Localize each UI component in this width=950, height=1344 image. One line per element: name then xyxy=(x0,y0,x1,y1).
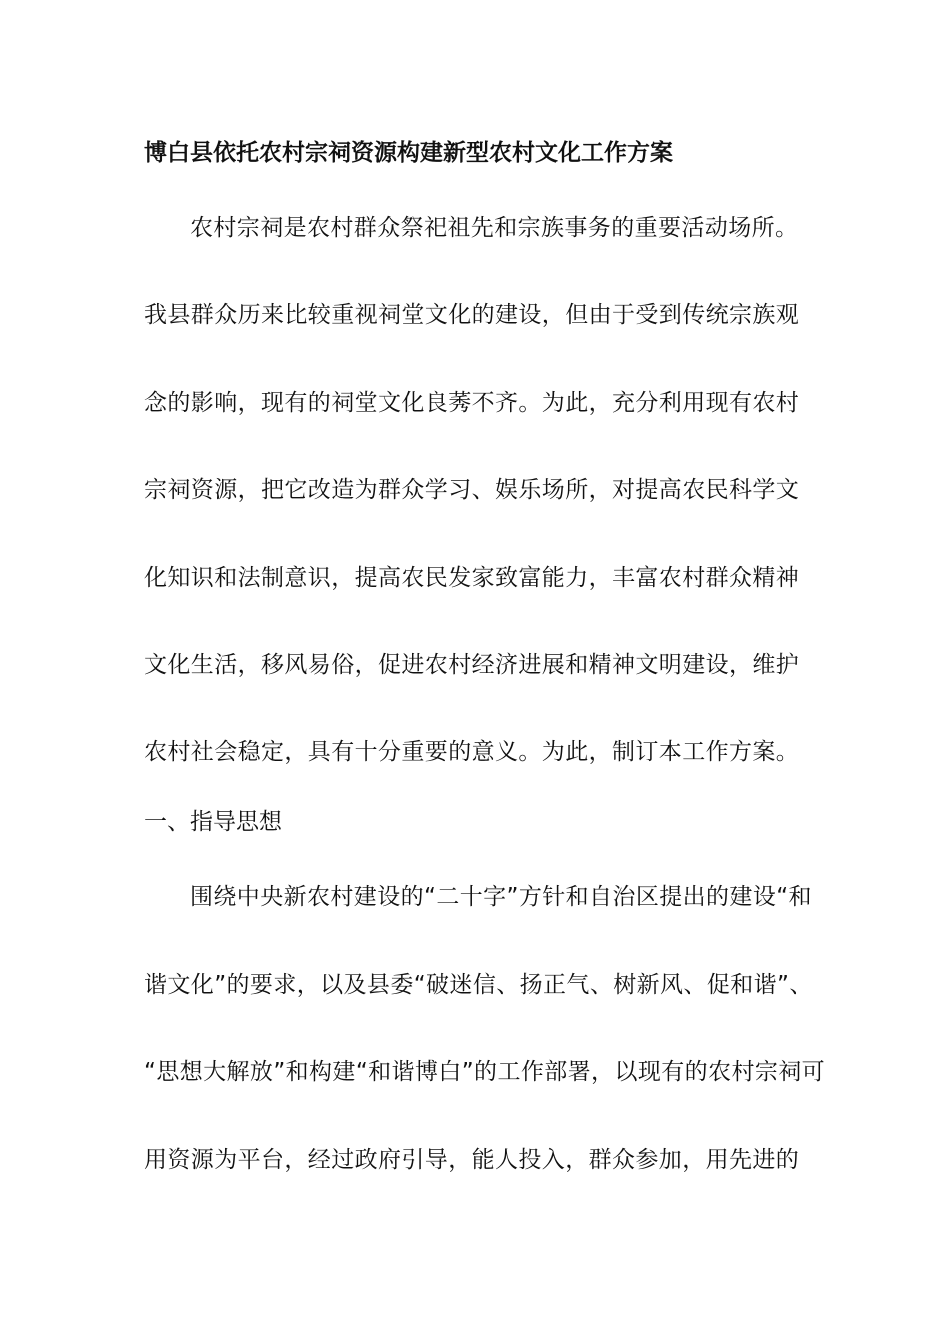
paragraph-line: 谐文化”的要求，以及县委“破迷信、扬正气、树新风、促和谐”、 xyxy=(144,972,813,998)
paragraph-line: 围绕中央新农村建设的“二十字”方针和自治区提出的建设“和 xyxy=(190,884,812,910)
paragraph-line: 宗祠资源，把它改造为群众学习、娱乐场所，对提高农民科学文 xyxy=(144,477,800,503)
paragraph-line: 农村社会稳定，具有十分重要的意义。为此，制订本工作方案。 xyxy=(144,739,800,765)
section-heading: 一、指导思想 xyxy=(144,809,282,835)
paragraph-line: 我县群众历来比较重视祠堂文化的建设，但由于受到传统宗族观 xyxy=(144,302,800,328)
paragraph-line: “思想大解放”和构建“和谐博白”的工作部署，以现有的农村宗祠可 xyxy=(144,1059,826,1085)
paragraph-line: 文化生活，移风易俗，促进农村经济进展和精神文明建设，维护 xyxy=(144,652,800,678)
paragraph-line: 化知识和法制意识，提高农民发家致富能力，丰富农村群众精神 xyxy=(144,565,800,591)
paragraph-line: 用资源为平台，经过政府引导，能人投入，群众参加，用先进的 xyxy=(144,1147,800,1173)
paragraph-line: 念的影响，现有的祠堂文化良莠不齐。为此，充分利用现有农村 xyxy=(144,390,800,416)
paragraph-line: 农村宗祠是农村群众祭祀祖先和宗族事务的重要活动场所。 xyxy=(190,215,799,241)
document-title: 博白县依托农村宗祠资源构建新型农村文化工作方案 xyxy=(144,140,673,166)
